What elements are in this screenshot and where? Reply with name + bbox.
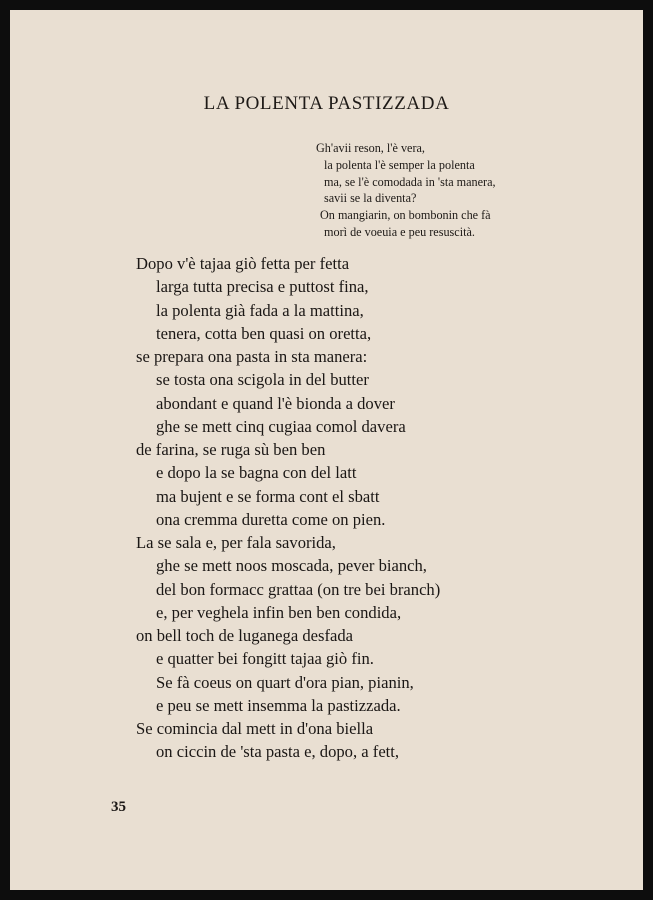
poem-line: ghe se mett cinq cugiaa comol davera [156, 416, 406, 436]
poem-line: Dopo v'è tajaa giò fetta per fetta [136, 254, 350, 273]
poem-line: ghe se mett noos moscada, pever bianch, [156, 556, 427, 576]
poem-line: ona cremma duretta come on pien. [156, 509, 386, 529]
poem-line: abondant e quand l'è bionda a dover [156, 393, 395, 413]
epigraph-line: Gh'avii reson, l'è vera, [316, 141, 425, 155]
poem-line: Se comincia dal mett in d'ona biella [136, 719, 374, 738]
poem-title: LA POLENTA PASTIZZADA [203, 93, 450, 114]
poem-line: e dopo la se bagna con del latt [156, 463, 357, 483]
poem-line: la polenta già fada a la mattina, [156, 300, 364, 320]
poem-line: Se fà coeus on quart d'ora pian, pianin, [156, 672, 414, 692]
epigraph-line: ma, se l'è comodada in 'sta manera, [324, 174, 496, 189]
poem-line: e peu se mett insemma la pastizzada. [156, 695, 401, 715]
poem-line: de farina, se ruga sù ben ben [136, 440, 326, 459]
poem-line: e, per veghela infin ben ben condida, [156, 602, 402, 622]
poem-line: tenera, cotta ben quasi on oretta, [156, 323, 372, 343]
poem-line: del bon formacc grattaa (on tre bei branch) [156, 579, 441, 599]
poem-line: e quatter bei fongitt tajaa giò fin. [156, 649, 374, 669]
page-number: 35 [111, 799, 126, 815]
poem-line: on ciccin de 'sta pasta e, dopo, a fett, [156, 742, 400, 762]
poem-line: se tosta ona scigola in del butter [156, 370, 369, 390]
epigraph [316, 140, 496, 241]
poem-line: larga tutta precisa e puttost fina, [156, 277, 369, 297]
poem-line: La se sala e, per fala savorida, [136, 533, 336, 552]
poem-body [136, 252, 440, 764]
poem-line: ma bujent e se forma cont el sbatt [156, 486, 380, 506]
poem-line: on bell toch de luganega desfada [136, 626, 354, 645]
poem-line: se prepara ona pasta in sta manera: [136, 347, 368, 366]
epigraph-line: la polenta l'è semper la polenta [324, 157, 475, 172]
epigraph-line: morì de voeuia e peu resuscità. [324, 224, 475, 239]
book-page [10, 10, 643, 890]
epigraph-line: On mangiarin, on bombonin che fà [320, 208, 491, 223]
epigraph-line: savii se la diventa? [324, 191, 417, 206]
